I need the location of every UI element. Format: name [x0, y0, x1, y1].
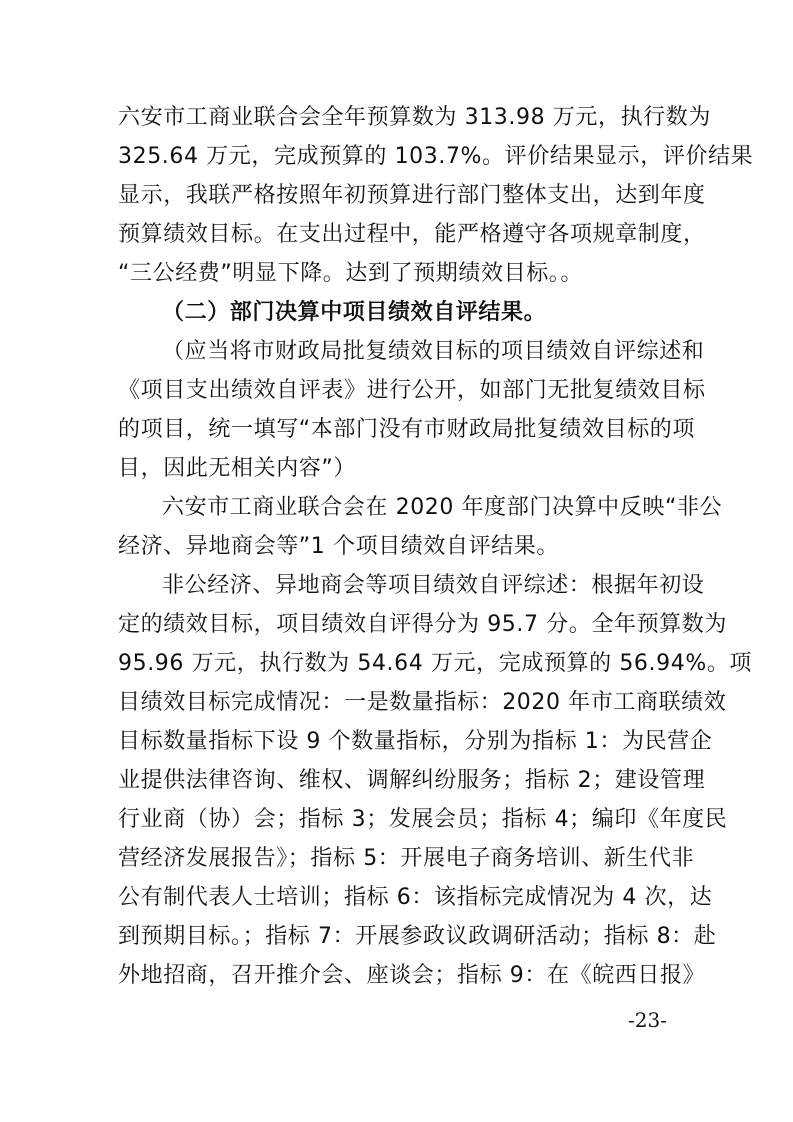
paragraph-line-15: 95.96 万元，执行数为 54.64 万元，完成预算的 56.94%。项 — [118, 651, 753, 676]
paragraph-line-17: 目标数量指标下设 9 个数量指标，分别为指标 1：为民营企 — [118, 729, 713, 754]
paragraph-line-16: 目绩效目标完成情况：一是数量指标：2020 年市工商联绩效 — [118, 690, 727, 715]
paragraph-line-7: （应当将市财政局批复绩效目标的项目绩效自评综述和 — [162, 339, 705, 364]
paragraph-line-2: 325.64 万元，完成预算的 103.7%。评价结果显示，评价结果 — [118, 144, 754, 169]
paragraph-line-14: 定的绩效目标，项目绩效自评得分为 95.7 分。全年预算数为 — [118, 612, 727, 637]
paragraph-line-18: 业提供法律咨询、维权、调解纠纷服务；指标 2；建设管理 — [118, 768, 706, 793]
paragraph-line-12: 经济、异地商会等”1 个项目绩效自评结果。 — [118, 534, 559, 559]
paragraph-line-4: 预算绩效目标。在支出过程中，能严格遵守各项规章制度， — [118, 222, 706, 247]
paragraph-line-13: 非公经济、异地商会等项目绩效自评综述：根据年初设 — [162, 573, 705, 598]
paragraph-line-8: 《项目支出绩效自评表》进行公开，如部门无批复绩效目标 — [118, 378, 706, 403]
paragraph-line-1: 六安市工商业联合会全年预算数为 313.98 万元，执行数为 — [118, 105, 711, 130]
paragraph-line-11: 六安市工商业联合会在 2020 年度部门决算中反映“非公 — [162, 495, 723, 520]
paragraph-line-5: “三公经费”明显下降。达到了预期绩效目标。。 — [118, 261, 583, 286]
page-number: -23- — [628, 1008, 667, 1032]
section-heading: （二）部门决算中项目绩效自评结果。 — [162, 300, 547, 325]
paragraph-line-10: 目，因此无相关内容”） — [118, 456, 356, 481]
paragraph-line-22: 到预期目标。；指标 7：开展参政议政调研活动；指标 8：赴 — [118, 924, 717, 949]
paragraph-line-20: 营经济发展报告》；指标 5：开展电子商务培训、新生代非 — [118, 846, 695, 871]
paragraph-line-21: 公有制代表人士培训；指标 6：该指标完成情况为 4 次，达 — [118, 885, 713, 910]
paragraph-line-23: 外地招商，召开推介会、座谈会；指标 9：在《皖西日报》 — [118, 963, 706, 988]
paragraph-line-19: 行业商（协）会；指标 3；发展会员；指标 4；编印《年度民 — [118, 807, 728, 832]
paragraph-line-3: 显示，我联严格按照年初预算进行部门整体支出，达到年度 — [118, 183, 706, 208]
paragraph-line-9: 的项目，统一填写“本部门没有市财政局批复绩效目标的项 — [118, 417, 695, 442]
